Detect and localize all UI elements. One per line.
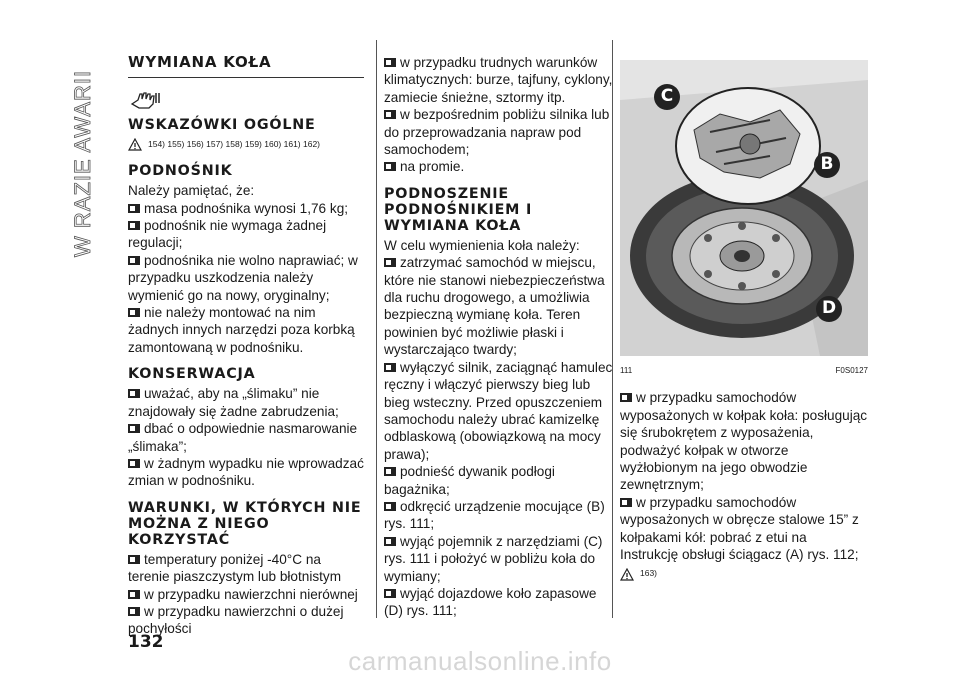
bullet-icon [128, 424, 140, 433]
bullet-icon [384, 258, 396, 267]
list-item: temperatury poniżej -40°C na terenie piaszczystym lub błotnistym [128, 551, 342, 585]
section-tab: W RAZIE AWARII [70, 69, 95, 257]
column-2 [384, 54, 616, 620]
figure-caption [620, 362, 868, 379]
list-item: podnośnika nie wolno naprawiać; w przypadku uszkodzenia należy wymienić go na nowy, oryginalny; [128, 252, 358, 303]
podnosnik-intro: Należy pamiętać, że: [128, 183, 255, 199]
figure-number: 111 [620, 366, 633, 375]
konserwacja-heading: KONSERWACJA [128, 366, 256, 383]
figure-code: F0S0127 [835, 366, 868, 375]
bullet-icon [384, 589, 396, 598]
watermark: carmanualsonline.info [348, 646, 612, 676]
list-item: podnośnik nie wymaga żadnej regulacji; [128, 218, 327, 251]
bullet-icon [128, 607, 140, 616]
bullet-icon [128, 389, 140, 398]
bullet-icon [384, 537, 396, 546]
list-item: w przypadku nawierzchni nierównej [128, 586, 364, 603]
hand-icon [130, 90, 160, 110]
list-item: wyłączyć silnik, zaciągnąć hamulec ręczny i włączyć pierwszy bieg lub bieg wsteczny. Przed opuszczeniem samochodu należy ubrać kamizelkę odblaskową (obowiązkową na mocy prawa); [384, 359, 613, 462]
list-item: odkręcić urządzenie mocujące (B) rys. 111; [384, 498, 605, 532]
list-item: w bezpośrednim pobliżu silnika lub do przeprowadzania napraw pod samochodem; [384, 107, 610, 158]
list-item: w przypadku samochodów wyposażonych w obręcze stalowe 15” z kołpakami kół: pobrać z etui na Instrukcję obsługi ściągacz (A) rys. 112; [620, 494, 859, 563]
podnosnik-heading: PODNOŚNIK [128, 163, 233, 180]
bullet-icon [128, 221, 140, 230]
podnoszenie-heading: PODNOSZENIE PODNOŚNIKIEM I WYMIANA KOŁA [384, 185, 533, 234]
bullet-icon [620, 498, 632, 507]
warning-refs: 154) 155) 156) 157) 158) 159) 160) 161) 162) [128, 136, 364, 153]
list-item: podnieść dywanik podłogi bagażnika; [384, 464, 555, 497]
warning-triangle-icon [620, 568, 634, 581]
list-item: uważać, aby na „ślimaku” nie znajdowały się żadne zabrudzenia; [128, 386, 339, 419]
list-item: wyjąć dojazdowe koło zapasowe (D) rys. 111; [384, 585, 597, 619]
list-item: dbać o odpowiednie nasmarowanie „ślimaka”; [128, 421, 358, 454]
bullet-icon [128, 204, 140, 213]
bullet-icon [128, 555, 140, 564]
list-item: w przypadku nawierzchni o dużej pochyłości [128, 603, 344, 637]
label-d-badge: D [816, 296, 842, 322]
bullet-icon [384, 363, 396, 372]
warning-ref: 163) [620, 565, 868, 582]
podnoszenie-intro: W celu wymienienia koła należy: [384, 237, 580, 253]
bullet-icon [128, 590, 140, 599]
list-item: wyjąć pojemnik z narzędziami (C) rys. 111 i położyć w pobliżu koła do wymiany; [384, 533, 603, 584]
column-3 [620, 54, 868, 583]
main-heading: WYMIANA KOŁA [128, 54, 364, 78]
warning-triangle-icon [128, 138, 142, 151]
bullet-icon [384, 58, 396, 67]
page-number: 132 [128, 632, 164, 652]
bullet-icon [384, 110, 396, 119]
spare-wheel-figure [620, 60, 868, 356]
bullet-icon [384, 502, 396, 511]
list-item: w przypadku trudnych warunków klimatycznych: burze, tajfuny, cyklony, zamiecie śnieżne, sztormy itp. [384, 55, 613, 105]
label-b-badge: B [814, 152, 840, 178]
bullet-icon [384, 162, 396, 171]
sub-heading: WSKAZÓWKI OGÓLNE [128, 116, 316, 133]
list-item: zatrzymać samochód w miejscu, które nie stanowi niebezpieczeństwa dla ruchu drogowego, a umożliwia bezpieczną wymianę koła. Teren powinien być możliwie płaski i wystarczająco twardy; [384, 255, 605, 358]
warunki-heading: WARUNKI, W KTÓRYCH NIE MOŻNA Z NIEGO KORZYSTAĆ [128, 499, 362, 548]
list-item: w przypadku samochodów wyposażonych w kołpak koła: posługując się śrubokrętem z wyposażenia, podważyć kołpak w otworze wyżłobionym na jego obwodzie zewnętrznym; [620, 390, 868, 493]
list-item: na promie. [384, 158, 616, 175]
list-item: masa podnośnika wynosi 1,76 kg; [128, 200, 364, 217]
bullet-icon [384, 467, 396, 476]
bullet-icon [128, 459, 140, 468]
list-item: w żadnym wypadku nie wprowadzać zmian w podnośniku. [128, 455, 364, 489]
bullet-icon [620, 393, 632, 402]
bullet-icon [128, 256, 140, 265]
label-c-badge: C [654, 84, 680, 110]
column-divider [376, 40, 377, 618]
list-item: nie należy montować na nim żadnych innych narzędzi poza korbką zamontowaną w podnośniku. [128, 305, 355, 355]
bullet-icon [128, 308, 140, 317]
column-1 [128, 54, 364, 638]
